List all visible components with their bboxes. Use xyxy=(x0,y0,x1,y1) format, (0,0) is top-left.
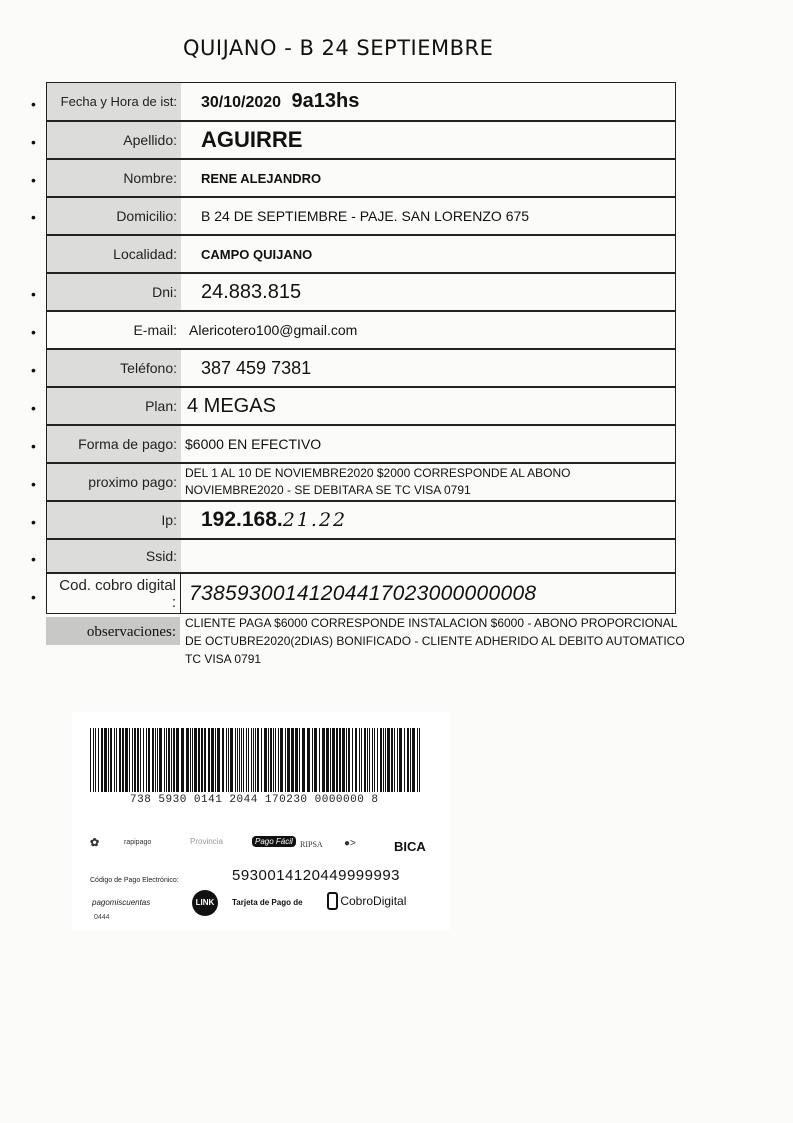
barcode-bar xyxy=(166,728,167,792)
barcode-bar xyxy=(114,728,115,792)
barcode-bar xyxy=(104,728,107,792)
field-row-dni xyxy=(46,273,676,311)
barcode-bar xyxy=(359,728,360,792)
field-label: Apellido: xyxy=(47,122,181,158)
barcode-bar xyxy=(157,728,158,792)
barcode-bar xyxy=(119,728,121,792)
barcode-bar xyxy=(285,728,286,792)
bullet: • xyxy=(31,324,36,340)
barcode-bar xyxy=(137,728,139,792)
barcode-bar xyxy=(380,728,382,792)
cobrodigital-logo xyxy=(327,894,406,908)
barcode-bar xyxy=(377,728,378,792)
barcode-bar xyxy=(383,728,384,792)
field-label: proximo pago: xyxy=(47,464,181,500)
barcode-bar xyxy=(275,728,276,792)
barcode-bar xyxy=(90,728,91,792)
barcode-bar xyxy=(410,728,411,792)
barcode-bar xyxy=(143,728,144,792)
field-row-plan xyxy=(46,387,676,425)
barcode-bar xyxy=(235,728,236,792)
barcode-bar xyxy=(176,728,179,792)
field-row-forma-pago xyxy=(46,425,676,463)
field-label: Ssid: xyxy=(47,540,181,572)
barcode-bar xyxy=(190,728,191,792)
proximo-pago-value: DEL 1 AL 10 DE NOVIEMBRE2020 $2000 CORRESPONDE AL ABONO NOVIEMBRE2020 - SE DEBITARA SE TC VISA 0791 xyxy=(185,466,571,497)
field-row-telefono xyxy=(46,349,676,387)
barcode-bar xyxy=(255,728,256,792)
barcode-bar xyxy=(173,728,175,792)
barcode-bar xyxy=(159,728,162,792)
barcode-bar xyxy=(264,728,267,792)
field-row-apellido xyxy=(46,121,676,159)
field-label: Fecha y Hora de ist: xyxy=(47,83,181,120)
barcode-bar xyxy=(208,728,210,792)
bullet: • xyxy=(31,96,36,112)
observaciones-label: observaciones: xyxy=(46,617,180,645)
page-title: QUIJANO - B 24 SEPTIEMBRE xyxy=(183,36,494,60)
barcode-bar xyxy=(101,728,103,792)
barcode-bar xyxy=(307,728,310,792)
barcode-bar xyxy=(168,728,170,792)
barcode-bar xyxy=(93,728,94,792)
barcode-bar xyxy=(339,728,341,792)
chevron-right-icon: ●> xyxy=(344,838,356,849)
cpe-label: Código de Pago Electrónico: xyxy=(90,877,179,884)
barcode-bar xyxy=(348,728,350,792)
barcode-bar xyxy=(387,728,390,792)
tarjeta-label: Tarjeta de Pago de xyxy=(232,898,303,907)
barcode-bar xyxy=(367,728,368,792)
barcode-bar xyxy=(322,728,325,792)
nombre-value: RENE ALEJANDRO xyxy=(201,170,322,186)
barcode-bar xyxy=(257,728,259,792)
field-row-nombre xyxy=(46,159,676,197)
barcode-bar xyxy=(397,728,398,792)
barcode-bar xyxy=(211,728,214,792)
barcode-number: 738 5930 0141 2044 170230 0000000 8 xyxy=(130,794,379,806)
bullet: • xyxy=(31,476,36,492)
barcode-bar xyxy=(181,728,184,792)
barcode-bar xyxy=(361,728,362,792)
barcode-bar xyxy=(98,728,99,792)
barcode-bar xyxy=(314,728,317,792)
barcode-bar xyxy=(280,728,283,792)
barcode-bar xyxy=(346,728,347,792)
apellido-value: AGUIRRE xyxy=(201,127,303,152)
logo-icon: ✿ xyxy=(90,837,100,849)
barcode-bar xyxy=(237,728,238,792)
field-label: Teléfono: xyxy=(47,350,181,386)
barcode-bar xyxy=(108,728,109,792)
field-row-email xyxy=(46,311,676,349)
observaciones-text: CLIENTE PAGA $6000 CORRESPONDE INSTALACION $6000 - ABONO PROPORCIONAL DE OCTUBRE2020(2DIAS) BONIFICADO - CLIENTE ADHERIDO AL DEBITO AUTOMATICO TC VISA 0791 xyxy=(185,616,685,666)
bullet: • xyxy=(31,209,36,225)
provincia-logo: Provincia xyxy=(190,837,223,846)
forma-pago-value: $6000 EN EFECTIVO xyxy=(185,436,322,452)
barcode-bar xyxy=(192,728,193,792)
field-label: Dni: xyxy=(47,274,181,310)
field-row-ip xyxy=(46,501,676,539)
barcode-bar xyxy=(404,728,405,792)
barcode-bar xyxy=(132,728,133,792)
barcode-bar xyxy=(270,728,272,792)
barcode-bar xyxy=(215,728,216,792)
telefono-value: 387 459 7381 xyxy=(201,357,312,378)
field-row-ssid xyxy=(46,539,676,573)
barcode-bar xyxy=(287,728,290,792)
barcode-bar xyxy=(332,728,335,792)
plan-value: 4 MEGAS xyxy=(187,394,276,417)
bullet: • xyxy=(31,551,36,567)
barcode-bar xyxy=(129,728,130,792)
ripsa-logo: RIPSA xyxy=(300,840,323,849)
cod-cobro-value: 73859300141204417023000000008 xyxy=(189,581,537,605)
barcode-bar xyxy=(261,728,262,792)
barcode-bar xyxy=(198,728,200,792)
barcode-bar xyxy=(419,728,420,792)
barcode-bar xyxy=(412,728,415,792)
field-row-domicilio xyxy=(46,197,676,235)
barcode-bar xyxy=(291,728,294,792)
barcode-bar xyxy=(164,728,165,792)
barcode-bar xyxy=(241,728,242,792)
barcode-bar xyxy=(299,728,300,792)
barcode xyxy=(90,728,422,804)
barcode-bar xyxy=(155,728,156,792)
field-label: Ip: xyxy=(47,502,181,538)
barcode-bar xyxy=(385,728,386,792)
barcode-bar xyxy=(125,728,128,792)
bullet: • xyxy=(31,286,36,302)
barcode-bar xyxy=(230,728,233,792)
field-row-localidad xyxy=(46,235,676,273)
bica-logo: BICA xyxy=(394,839,426,854)
barcode-bar xyxy=(226,728,227,792)
cobrodigital-text: CobroDigital xyxy=(340,894,407,908)
barcode-bar xyxy=(391,728,393,792)
barcode-bar xyxy=(243,728,244,792)
barcode-bar xyxy=(295,728,298,792)
barcode-bar xyxy=(364,728,366,792)
pagomiscuentas-logo: pagomiscuentas xyxy=(92,898,151,907)
barcode-bar xyxy=(228,728,229,792)
field-row-fecha xyxy=(46,82,676,121)
barcode-bar xyxy=(399,728,402,792)
field-label: E-mail: xyxy=(133,322,177,338)
barcode-bar xyxy=(268,728,269,792)
barcode-bar xyxy=(273,728,274,792)
barcode-bar xyxy=(186,728,189,792)
field-row-cod-cobro xyxy=(46,573,676,614)
ip-handwritten: 21.22 xyxy=(282,509,348,531)
barcode-bar xyxy=(336,728,338,792)
field-label: Cod. cobro digital : xyxy=(47,574,181,613)
barcode-bar xyxy=(417,728,418,792)
barcode-bar xyxy=(134,728,136,792)
barcode-bar xyxy=(194,728,197,792)
barcode-bar xyxy=(326,728,329,792)
barcode-bar xyxy=(369,728,370,792)
barcode-bar xyxy=(372,728,373,792)
barcode-bar xyxy=(253,728,254,792)
link-logo: LINK xyxy=(192,890,218,916)
barcode-bar xyxy=(330,728,331,792)
domicilio-value: B 24 DE SEPTIEMBRE - PAJE. SAN LORENZO 675 xyxy=(201,208,530,224)
dni-value: 24.883.815 xyxy=(201,280,302,303)
barcode-bar xyxy=(355,728,357,792)
barcode-bar xyxy=(312,728,313,792)
small-code: 0444 xyxy=(94,914,110,921)
barcode-bar xyxy=(171,728,172,792)
barcode-bar xyxy=(302,728,305,792)
barcode-bar xyxy=(146,728,147,792)
barcode-bar xyxy=(278,728,279,792)
field-label: Domicilio: xyxy=(47,198,181,234)
bullet: • xyxy=(31,589,36,605)
bullet: • xyxy=(31,362,36,378)
rapipago-logo: rapipago xyxy=(124,839,152,846)
field-label: Forma de pago: xyxy=(47,426,181,462)
barcode-bar xyxy=(251,728,252,792)
barcode-bar xyxy=(374,728,375,792)
cpe-code: 5930014120449999993 xyxy=(232,867,401,884)
barcode-bar xyxy=(140,728,141,792)
barcode-bar xyxy=(148,728,150,792)
barcode-bar xyxy=(248,728,249,792)
field-label: Localidad: xyxy=(47,236,181,272)
barcode-bar xyxy=(217,728,220,792)
bullet: • xyxy=(31,514,36,530)
barcode-bar xyxy=(152,728,154,792)
ip-value: 192.168. xyxy=(201,508,283,531)
field-label: Plan: xyxy=(47,388,181,424)
barcode-bar xyxy=(110,728,112,792)
barcode-bar xyxy=(246,728,247,792)
barcode-bar xyxy=(342,728,345,792)
barcode-bar xyxy=(239,728,240,792)
date-value: 30/10/2020 xyxy=(201,94,282,111)
field-label: Nombre: xyxy=(47,160,181,196)
pagofacil-logo: Pago Fácil xyxy=(252,836,296,847)
barcode-bar xyxy=(222,728,224,792)
bullet: • xyxy=(31,400,36,416)
payment-receipt xyxy=(72,712,450,930)
barcode-bar xyxy=(201,728,203,792)
barcode-bar xyxy=(122,728,124,792)
bullet: • xyxy=(31,172,36,188)
localidad-value: CAMPO QUIJANO xyxy=(201,246,313,262)
barcode-bar xyxy=(394,728,395,792)
barcode-bar xyxy=(204,728,206,792)
bullet: • xyxy=(31,134,36,150)
bullet: • xyxy=(31,438,36,454)
barcode-bar xyxy=(95,728,96,792)
barcode-bar xyxy=(319,728,320,792)
email-value: Alericotero100@gmail.com xyxy=(189,322,358,338)
barcode-bar xyxy=(116,728,117,792)
field-row-proximo-pago xyxy=(46,463,676,501)
time-value: 9a13hs xyxy=(291,90,360,112)
barcode-bar xyxy=(407,728,409,792)
barcode-bar xyxy=(352,728,353,792)
